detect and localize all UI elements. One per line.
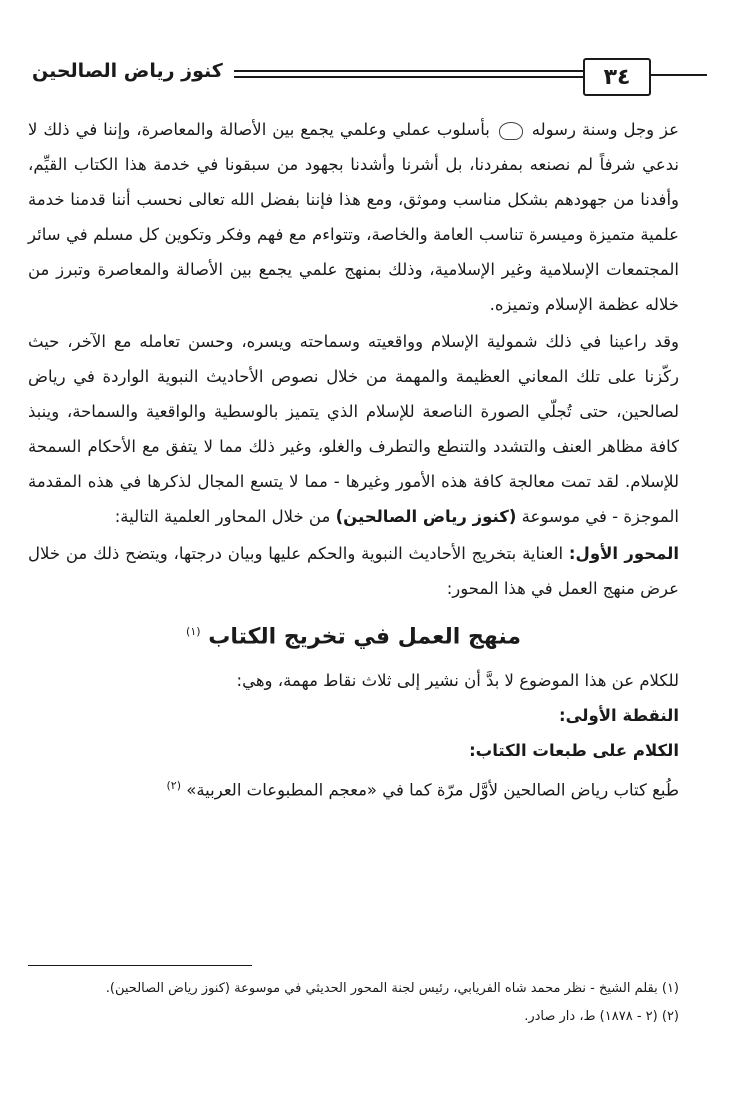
axis-one-label: المحور الأول: (568, 544, 680, 563)
paragraph-2-text: وقد راعينا في ذلك شمولية الإسلام وواقعيته وسماحته ويسره، وحسن تعامله مع الآخر، حيث ركّزنا على تلك المعاني العظيمة والمهمة من خلال نصوص الأحاديث النبوية الواردة في رياض لصالحين، حتى تُجلّي الصورة الناصعة للإسلام الذي يتميز بالوسطية والواقعية والسماحة، وينبذ كافة مظاهر العنف والتشدد والتنطع والتطرف والغلو، وغير ذلك مما لا يتفق مع الأحكام السمحة للإسلام. لقد تمت معالجة كافة هذه الأمور وغيرها - مما لا يتسع المجال لذكرها في هذه المقدمة الموجزة - في موسوعة (28, 332, 679, 526)
paragraph-1-rest: بأسلوب عملي وعلمي يجمع بين الأصالة والمعاصرة، وإننا في ذلك لا ندعي شرفاً لم نصنعه بمفردنا، بل أشرنا وأشدنا بجهود من سبقونا في خدمة هذا الكتاب القيِّم، وأفدنا من جهودهم بشكل مناسب وموثق، ومع هذا فإننا بفضل الله تعالى نحسب أننا قدمنا خدمة علمية متميزة وميسرة تناسب العامة والخاصة، وتتواءم مع فهم وفكر وتكوين كل مسلم في سائر المجتمعات الإسلامية وغير الإسلامية، وذلك بمنهج علمي يجمع بين الأصالة والمعاصرة وتبرز من خلاله عظمة الإسلام وتميزه. (28, 120, 679, 314)
honorific-seal-icon (499, 122, 523, 140)
paragraph-5 (28, 768, 679, 808)
footnote-2: (٢) (٢ - ١٨٧٨) ط، دار صادر. (524, 1009, 679, 1024)
paragraph-2-tail: من خلال المحاور العلمية التالية: (114, 507, 331, 526)
footnote-1: (١) بقلم الشيخ - نظر محمد شاه الفريابي، رئيس لجنة المحور الحديثي في موسوعة (كنوز رياض الصالحين). (105, 981, 679, 996)
header-rule-right (649, 74, 707, 76)
paragraph-4: للكلام عن هذا الموضوع لا بدَّ أن نشير إلى ثلاث نقاط مهمة، وهي: (236, 671, 679, 691)
paragraph-1-start: عز وجل وسنة رسوله (531, 120, 680, 139)
section-heading (28, 608, 679, 661)
main-text (28, 112, 679, 808)
footnote-ref-1[interactable]: (١) (186, 625, 201, 638)
paragraph-2 (28, 324, 679, 534)
header-double-rule (234, 70, 583, 78)
section-heading-title: منهج العمل في تخريج الكتاب (208, 624, 521, 650)
paragraph-3 (28, 536, 679, 606)
paragraph-5-text: طُبع كتاب رياض الصالحين لأوَّل مرّة كما في «معجم المطبوعات العربية» (186, 780, 679, 800)
page-number: ٣٤ (583, 58, 651, 96)
paragraph-3-text: العناية بتخريج الأحاديث النبوية والحكم عليها وبيان درجتها، ويتضح ذلك من خلال عرض منهج العمل في هذا المحور: (28, 544, 679, 598)
subheading-editions: الكلام على طبعات الكتاب: (469, 741, 679, 761)
running-title: كنوز رياض الصالحين (32, 60, 223, 82)
paragraph-1 (28, 112, 679, 322)
footnote-ref-2[interactable]: (٢) (166, 779, 181, 793)
footnote-divider (28, 965, 252, 966)
encyclopedia-title: (كنوز رياض الصالحين) (335, 507, 517, 526)
footnotes (28, 975, 679, 1031)
subheading-point-one: النقطة الأولى: (559, 706, 679, 726)
page-header (24, 50, 707, 100)
